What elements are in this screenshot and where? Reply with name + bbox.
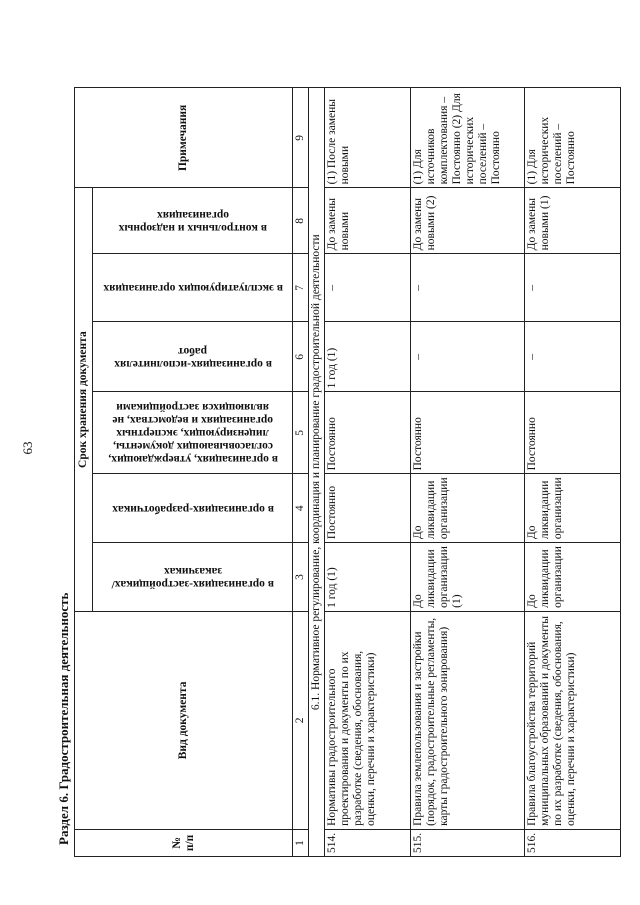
header-storage: Срок хранения документа	[75, 188, 93, 612]
subsection-title: 6.1. Нормативное регулирование, координация и планирование градостроительной деятельности	[309, 88, 325, 857]
col-number: 2	[293, 611, 309, 829]
table-row	[525, 88, 621, 857]
table-row	[325, 88, 411, 857]
col-number: 4	[293, 474, 309, 543]
row-c8: До замены новыми (1)	[525, 188, 621, 254]
col-number: 9	[293, 88, 309, 188]
section-title: Раздел 6. Градостроительная деятельность	[56, 592, 71, 845]
col-number: 6	[293, 322, 309, 392]
header-c6: в организациях-исполнителях работ	[93, 322, 293, 392]
row-c6: 1 год (1)	[325, 322, 411, 392]
row-doc: Правила землепользования и застройки (порядок, градостроительные регламенты, карты градостроительного зонирования)	[411, 611, 525, 829]
col-number: 7	[293, 254, 309, 322]
row-c5: Постоянно	[525, 392, 621, 474]
header-notes: Примечания	[75, 88, 293, 188]
header-c4: в организациях-разработчиках	[93, 474, 293, 543]
row-c3: До ликвидации организации (1)	[411, 543, 525, 612]
row-doc: Нормативы градостроительного проектирования и документы по их разработке (сведения, обоснования, оценки, перечни и характеристики)	[325, 611, 411, 829]
row-no: 515.	[411, 829, 525, 856]
row-c9: (1) После замены новыми	[325, 88, 411, 188]
header-c5: в организациях, утверждающих, согласовывающих документы, лицензирующих, экспертных организациях и ведомствах, не являющихся застройщиками	[93, 392, 293, 474]
row-c7: –	[525, 254, 621, 322]
row-c3: 1 год (1)	[325, 543, 411, 612]
header-doc-type: Вид документа	[75, 611, 293, 829]
row-c7: –	[411, 254, 525, 322]
row-c9: (1) Для источников комплектования – Постоянно (2) Для исторических поселений – Постоянно	[411, 88, 525, 188]
row-c8: До замены новыми	[325, 188, 411, 254]
row-c6: –	[525, 322, 621, 392]
row-doc: Правила благоустройства территорий муниципальных образований и документы по их разработке (сведения, обоснования, оценки, перечни и характеристики)	[525, 611, 621, 829]
header-c8: в контрольных и надзорных организациях	[93, 188, 293, 254]
table-row	[411, 88, 525, 857]
row-c4: До ликвидации организации	[525, 474, 621, 543]
column-numbers-row	[293, 88, 309, 857]
records-table	[74, 87, 621, 857]
page-number: 63	[20, 441, 35, 455]
col-number: 1	[293, 829, 309, 856]
row-c8: До замены новыми (2)	[411, 188, 525, 254]
row-c5: Постоянно	[411, 392, 525, 474]
row-c7: –	[325, 254, 411, 322]
row-c4: До ликвидации организации	[411, 474, 525, 543]
row-c4: Постоянно	[325, 474, 411, 543]
col-number: 3	[293, 543, 309, 612]
row-c3: До ликвидации организации	[525, 543, 621, 612]
col-number: 5	[293, 392, 309, 474]
row-c5: Постоянно	[325, 392, 411, 474]
row-c6: –	[411, 322, 525, 392]
header-no: № п/п	[75, 829, 293, 856]
row-no: 514.	[325, 829, 411, 856]
col-number: 8	[293, 188, 309, 254]
subsection-row	[309, 88, 325, 857]
row-c9: (1) Для исторических поселений – Постоянно	[525, 88, 621, 188]
header-c3: в организациях-застройщиках/заказчиках	[93, 543, 293, 612]
header-c7: в эксплуатирующих организациях	[93, 254, 293, 322]
row-no: 516.	[525, 829, 621, 856]
